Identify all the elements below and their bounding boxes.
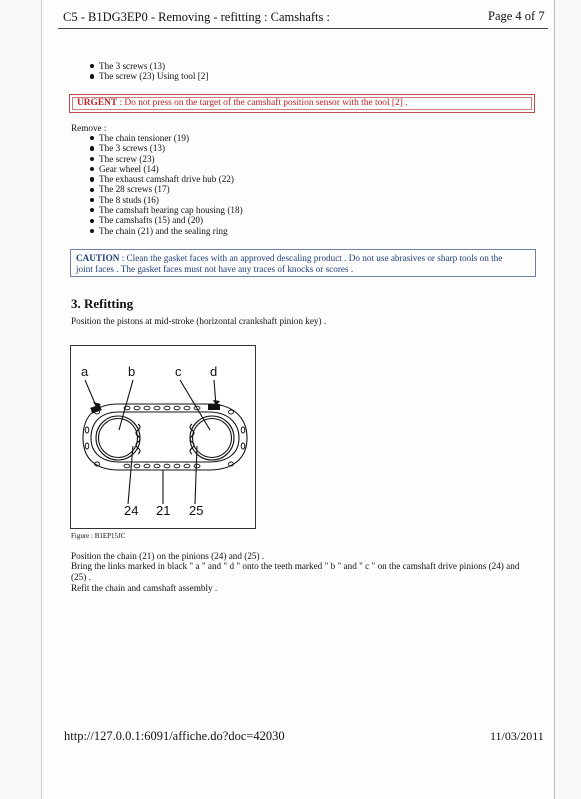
caution-text-line1: : Clean the gasket faces with an approved descaling product . Do not use abrasives or sharp tools on the xyxy=(119,253,503,263)
footer-url: http://127.0.0.1:6091/affiche.do?doc=42030 xyxy=(64,729,285,743)
page-number: Page 4 of 7 xyxy=(488,9,545,23)
instruction-line: (25) . xyxy=(71,572,91,582)
instruction-line: Position the chain (21) on the pinions (24) and (25) . xyxy=(71,551,265,561)
figure-label-a: a xyxy=(81,364,89,379)
list-item: The 3 screws (13) xyxy=(71,61,208,71)
figure-label-c: c xyxy=(175,364,182,379)
instruction-line: Bring the links marked in black " a " and " d " onto the teeth marked " b " and " c " on the camshaft drive pinions (24) and xyxy=(71,561,520,571)
footer-date: 11/03/2011 xyxy=(490,729,544,743)
list-item: The screw (23) xyxy=(71,154,243,164)
remove-bullet-list xyxy=(71,133,243,236)
figure-label-21: 21 xyxy=(156,503,171,518)
list-item: The 28 screws (17) xyxy=(71,184,243,194)
figure-caption: Figure : B1EP15JC xyxy=(71,532,126,540)
figure-label-b: b xyxy=(128,364,136,379)
refitting-intro: Position the pistons at mid-stroke (horizontal crankshaft pinion key) . xyxy=(71,316,327,326)
caution-notice xyxy=(70,249,536,277)
page-header-title: C5 - B1DG3EP0 - Removing - refitting : Camshafts : xyxy=(63,10,330,24)
list-item: The chain tensioner (19) xyxy=(71,133,243,143)
instruction-line: Refit the chain and camshaft assembly . xyxy=(71,583,218,593)
figure-label-d: d xyxy=(210,364,218,379)
list-item: Gear wheel (14) xyxy=(71,164,243,174)
figure-label-24: 24 xyxy=(124,503,139,518)
list-item: The exhaust camshaft drive hub (22) xyxy=(71,174,243,184)
list-item: The 8 studs (16) xyxy=(71,195,243,205)
list-item: The camshafts (15) and (20) xyxy=(71,215,243,225)
list-item: The chain (21) and the sealing ring xyxy=(71,226,243,236)
caution-label: CAUTION xyxy=(76,253,120,263)
section-heading-refitting: 3. Refitting xyxy=(71,296,134,311)
list-item: The 3 screws (13) xyxy=(71,143,243,153)
urgent-text: : Do not press on the target of the camshaft position sensor with the tool [2] . xyxy=(117,98,408,108)
header-divider xyxy=(58,28,548,29)
urgent-notice xyxy=(69,94,535,113)
timing-chain-figure xyxy=(70,345,256,529)
list-item: The camshaft bearing cap housing (18) xyxy=(71,205,243,215)
top-bullet-list xyxy=(71,61,208,82)
figure-label-25: 25 xyxy=(189,503,204,518)
remove-heading: Remove : xyxy=(71,123,107,133)
urgent-label: URGENT xyxy=(77,98,118,108)
list-item: The screw (23) Using tool [2] xyxy=(71,71,208,81)
caution-text-line2: joint faces . The gasket faces must not have any traces of knocks or scores . xyxy=(76,264,354,274)
